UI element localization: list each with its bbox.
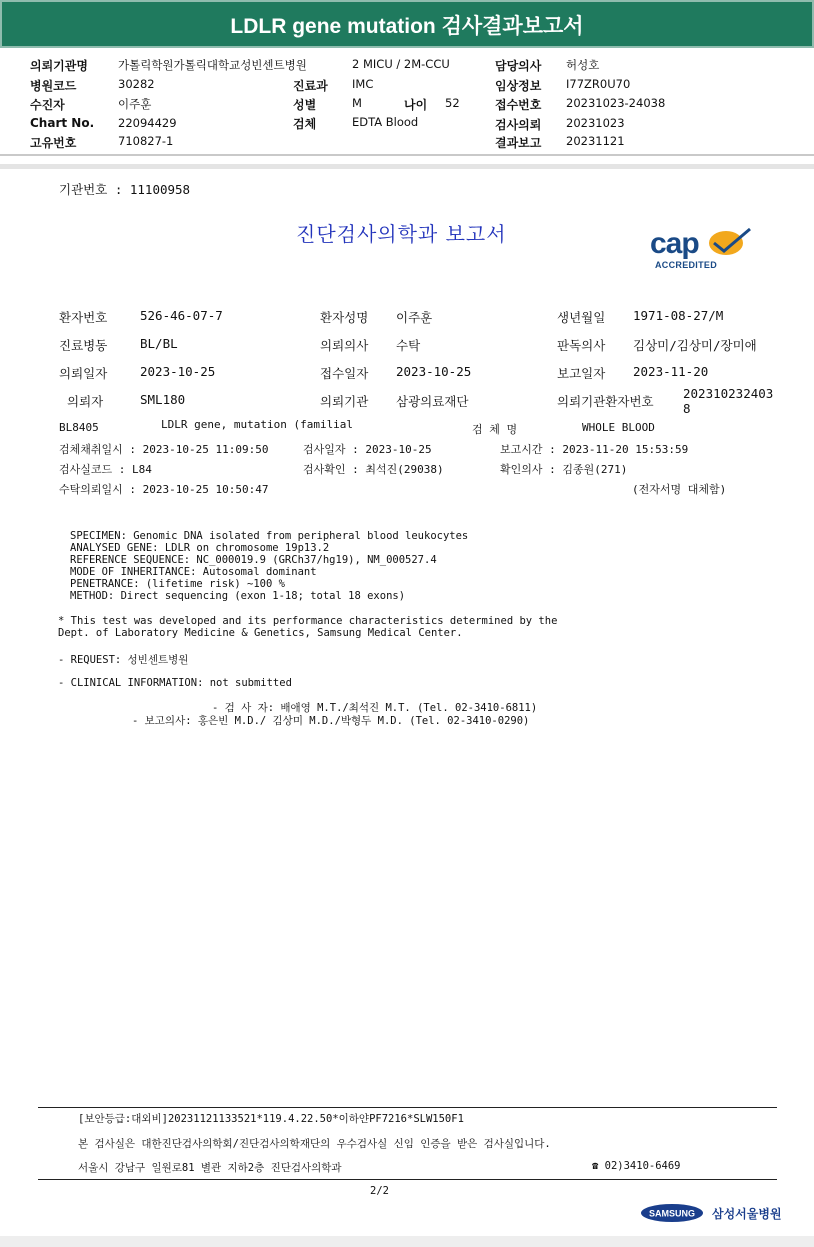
clinical-value: I77ZR0U70 <box>566 77 631 91</box>
info-label: 환자성명 <box>320 310 369 325</box>
info-value: 삼광의료재단 <box>396 394 469 409</box>
info-label: 보고일자 <box>557 366 606 381</box>
doctor-value: 허성호 <box>566 58 600 72</box>
info-value: 수탁 <box>396 338 421 353</box>
info-label: 접수일자 <box>320 366 369 381</box>
specimen-name-label: 검 체 명 <box>472 423 518 436</box>
info-value: 김상미/김상미/장미애 <box>633 338 757 353</box>
footer-rule-bottom <box>38 1179 777 1180</box>
info-value: 1971-08-27/M <box>633 308 724 323</box>
org-number: 기관번호 : 11100958 <box>59 182 191 197</box>
phone-line: ☎ 02)3410-6469 <box>592 1160 681 1172</box>
dept-label: 진료과 <box>293 79 328 93</box>
meta-lab-code: 검사실코드 : L84 <box>59 463 152 476</box>
note-line: Dept. of Laboratory Medicine & Genetics, Samsung Medical Center. <box>58 627 463 639</box>
info-label: 환자번호 <box>59 310 108 325</box>
institution-value: 가톨릭학원가톨릭대학교성빈센트병원 <box>118 58 307 72</box>
unique-label: 고유번호 <box>30 136 77 150</box>
institution-label: 의뢰기관명 <box>30 59 88 73</box>
receipt-label: 접수번호 <box>495 98 542 112</box>
info-value: 202310232403 <box>683 386 774 401</box>
request-label: 검사의뢰 <box>495 118 542 132</box>
info-value: 이주훈 <box>396 310 433 325</box>
age-label: 나이 <box>404 98 428 112</box>
body-line: SPECIMEN: Genomic DNA isolated from peripheral blood leukocytes <box>70 530 469 542</box>
request-line: - REQUEST: 성빈센트병원 <box>58 654 189 666</box>
meta-test-confirm: 검사확인 : 최석진(29038) <box>303 463 444 476</box>
meta-request-time: 수탁의뢰일시 : 2023-10-25 10:50:47 <box>59 483 269 496</box>
cap-logo-word: cap <box>650 227 699 260</box>
info-value: 2023-10-25 <box>396 364 472 379</box>
info-value: BL/BL <box>140 336 178 351</box>
dept-value: IMC <box>352 77 374 91</box>
request-value: 20231023 <box>566 116 625 130</box>
checkmark-icon <box>706 225 752 259</box>
sex-value: M <box>352 96 362 110</box>
test-name: LDLR gene, mutation (familial <box>161 418 354 431</box>
meta-test-date: 검사일자 : 2023-10-25 <box>303 443 432 456</box>
body-line: ANALYSED GENE: LDLR on chromosome 19p13.2 <box>70 542 330 554</box>
patient-value: 이주훈 <box>118 97 152 111</box>
test-code: BL8405 <box>59 421 99 434</box>
hospital-name: 삼성서울병원 <box>712 1207 782 1221</box>
meta-confirm-doctor: 확인의사 : 김종원(271) <box>500 463 628 476</box>
note-line: * This test was developed and its performance characteristics determined by the <box>58 615 558 627</box>
footer-rule-top <box>38 1107 777 1108</box>
info-value: 2023-11-20 <box>633 364 709 379</box>
chart-label: Chart No. <box>30 116 95 130</box>
meta-collect-time: 검체채취일시 : 2023-10-25 11:09:50 <box>59 443 269 456</box>
info-label: 의뢰일자 <box>59 366 108 381</box>
body-line: REFERENCE SEQUENCE: NC_000019.9 (GRCh37/hg19), NM_000527.4 <box>70 554 437 566</box>
address-line: 서울시 강남구 일원로81 별관 지하2층 진단검사의학과 <box>78 1162 342 1174</box>
header-divider <box>0 154 814 156</box>
age-value: 52 <box>445 96 460 110</box>
clinical-info-line: - CLINICAL INFORMATION: not submitted <box>58 677 292 689</box>
info-label: 의뢰의사 <box>320 338 369 353</box>
patient-label: 수진자 <box>30 98 65 112</box>
report-title: LDLR gene mutation 검사결과보고서 <box>230 15 584 38</box>
specimen-label: 검체 <box>293 117 317 131</box>
info-value-overflow: 8 <box>683 401 691 416</box>
hospital-code-value: 30282 <box>118 77 155 91</box>
examiner-line: - 검 사 자: 배애영 M.T./최석진 M.T. (Tel. 02-3410-6811) <box>212 702 538 714</box>
info-value: 526-46-07-7 <box>140 308 223 323</box>
sex-label: 성별 <box>293 98 317 112</box>
report-title-bar <box>0 0 814 48</box>
specimen-name-value: WHOLE BLOOD <box>582 421 655 434</box>
samsung-logo <box>641 1203 703 1223</box>
info-value: 2023-10-25 <box>140 364 216 379</box>
result-label: 결과보고 <box>495 136 542 150</box>
ward-value: 2 MICU / 2M-CCU <box>352 57 450 71</box>
info-label: 생년월일 <box>557 310 606 325</box>
chart-value: 22094429 <box>118 116 177 130</box>
receipt-value: 20231023-24038 <box>566 96 666 110</box>
info-label: 의뢰기관 <box>320 394 369 409</box>
result-value: 20231121 <box>566 134 625 148</box>
doctor-label: 담당의사 <box>495 59 542 73</box>
report-heading: 진단검사의학과 보고서 <box>296 222 507 246</box>
security-line: [보안등급:대외비]20231121133521*119.4.22.50*이하얀PF7216*SLW150F1 <box>78 1113 464 1125</box>
unique-value: 710827-1 <box>118 134 174 148</box>
body-line: METHOD: Direct sequencing (exon 1-18; total 18 exons) <box>70 590 406 602</box>
info-label: 판독의사 <box>557 338 606 353</box>
cert-line: 본 검사실은 대한진단검사의학회/진단검사의학재단의 우수검사실 신임 인증을 받은 검사실입니다. <box>78 1138 551 1150</box>
info-value: SML180 <box>140 392 186 407</box>
info-label: 의뢰자 <box>67 394 104 409</box>
samsung-logo-text: SAMSUNG <box>648 1208 696 1219</box>
info-label: 의뢰기관환자번호 <box>557 394 654 409</box>
meta-e-signature: (전자서명 대체함) <box>632 483 727 496</box>
page-number: 2/2 <box>370 1185 389 1197</box>
clinical-label: 임상정보 <box>495 79 542 93</box>
header-divider-shadow <box>0 164 814 169</box>
cap-accredited-logo <box>646 225 756 275</box>
info-label: 진료병동 <box>59 338 108 353</box>
body-line: MODE OF INHERITANCE: Autosomal dominant <box>70 566 317 578</box>
meta-report-time: 보고시간 : 2023-11-20 15:53:59 <box>500 443 689 456</box>
reporter-line: - 보고의사: 홍은빈 M.D./ 김상미 M.D./박형두 M.D. (Tel. 02-3410-0290) <box>132 715 530 727</box>
page-bottom-band <box>0 1236 814 1247</box>
specimen-value: EDTA Blood <box>352 115 419 129</box>
cap-logo-accredited: ACCREDITED <box>655 260 718 270</box>
hospital-code-label: 병원코드 <box>30 79 77 93</box>
body-line: PENETRANCE: (lifetime risk) ~100 % <box>70 578 285 590</box>
